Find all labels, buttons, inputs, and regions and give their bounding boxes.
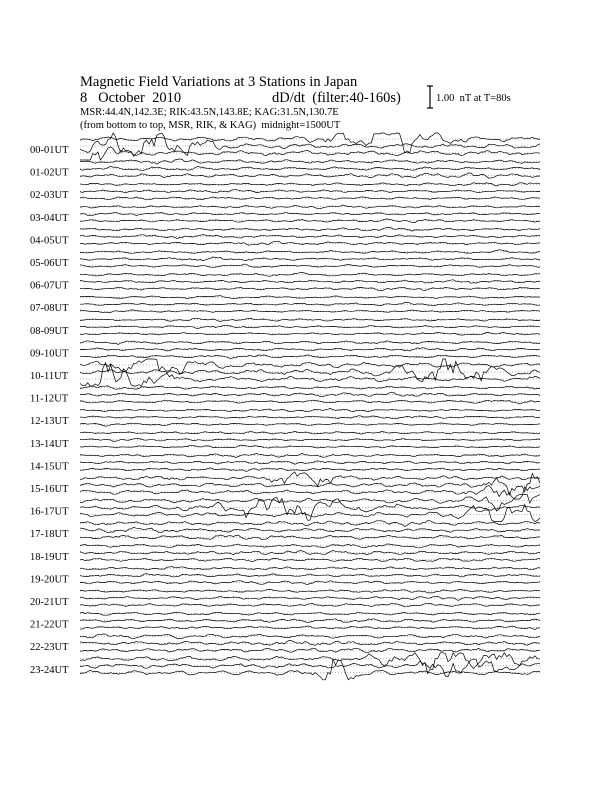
row-time-label: 18-19UT <box>30 551 69 563</box>
row-time-label: 07-08UT <box>30 303 69 315</box>
trace-rik <box>80 326 540 329</box>
trace-kag <box>80 133 540 153</box>
row-time-label: 06-07UT <box>30 280 69 292</box>
trace-row <box>30 183 540 202</box>
trace-msr <box>80 333 540 336</box>
trace-msr <box>80 581 540 585</box>
chart-title: Magnetic Field Variations at 3 Stations in Japan <box>80 74 358 90</box>
row-time-label: 20-21UT <box>30 597 69 608</box>
trace-rik <box>80 257 540 261</box>
trace-msr <box>80 558 540 561</box>
trace-kag <box>80 227 540 231</box>
trace-row <box>30 227 540 246</box>
trace-rik <box>80 348 540 351</box>
trace-row <box>30 273 540 292</box>
trace-row <box>30 133 540 160</box>
trace-rik <box>80 498 540 521</box>
row-time-label: 22-23UT <box>30 642 69 654</box>
trace-row <box>30 453 540 472</box>
row-time-label: 08-09UT <box>30 325 69 337</box>
trace-row <box>30 318 540 337</box>
trace-row <box>30 431 540 450</box>
chart-date: 8 October 2010 <box>80 90 182 106</box>
trace-row <box>30 250 540 269</box>
row-time-label: 10-11UT <box>30 371 69 382</box>
trace-msr <box>80 423 540 426</box>
row-time-label: 00-01UT <box>30 145 69 156</box>
trace-kag <box>80 544 540 548</box>
trace-row <box>30 341 540 360</box>
row-time-label: 21-22UT <box>30 619 69 631</box>
row-time-label: 09-10UT <box>30 348 69 360</box>
trace-row <box>30 386 540 405</box>
trace-row <box>30 296 540 315</box>
trace-rik <box>80 596 540 600</box>
trace-rik <box>80 438 540 441</box>
scale-bar <box>427 86 511 108</box>
trace-rik <box>80 659 540 677</box>
station-coordinates: MSR:44.4N,142.3E; RIK:43.5N,143.8E; KAG:31.5N,130.7E <box>80 107 339 118</box>
row-time-label: 04-05UT <box>30 235 69 247</box>
row-time-label: 17-18UT <box>30 529 69 541</box>
trace-kag <box>80 472 540 486</box>
trace-row <box>30 589 540 608</box>
row-time-label: 01-02UT <box>30 167 69 179</box>
scale-bar-label: 1.00 nT at T=80s <box>436 93 511 104</box>
trace-kag <box>80 250 540 254</box>
trace-msr <box>80 287 540 290</box>
trace-kag <box>80 653 540 674</box>
row-time-label: 13-14UT <box>30 438 69 450</box>
trace-row <box>30 634 540 653</box>
trace-row <box>30 544 540 563</box>
trace-row <box>30 359 540 386</box>
trace-kag <box>80 341 540 345</box>
row-time-label: 03-04UT <box>30 212 69 224</box>
trace-msr <box>80 468 540 472</box>
trace-row <box>30 653 540 680</box>
trace-msr <box>80 659 540 680</box>
trace-rik <box>80 619 540 623</box>
trace-msr <box>80 355 540 359</box>
row-time-label: 23-24UT <box>30 664 69 676</box>
trace-rik <box>80 416 540 419</box>
trace-row <box>30 612 540 631</box>
trace-rik <box>80 166 540 170</box>
trace-rik <box>80 640 540 645</box>
trace-msr <box>80 310 540 313</box>
trace-msr <box>80 363 540 386</box>
row-time-label: 19-20UT <box>30 574 69 586</box>
trace-row <box>30 159 540 179</box>
chart-quantity: dD/dt (filter:40-160s) <box>272 90 401 106</box>
trace-row <box>30 408 540 427</box>
row-time-label: 12-13UT <box>30 416 69 428</box>
row-time-label: 16-17UT <box>30 506 69 518</box>
trace-kag <box>80 567 540 570</box>
trace-msr <box>80 400 540 404</box>
trace-row <box>30 521 540 541</box>
row-time-label: 15-16UT <box>30 484 69 495</box>
trace-kag <box>80 386 540 389</box>
row-time-label: 05-06UT <box>30 258 69 269</box>
trace-msr <box>80 147 540 160</box>
station-order-note: (from bottom to top, MSR, RIK, & KAG) midnight=1500UT <box>80 120 341 131</box>
trace-msr <box>80 445 540 448</box>
row-time-label: 02-03UT <box>30 190 69 202</box>
trace-kag <box>80 495 540 512</box>
trace-row <box>30 495 540 522</box>
trace-kag <box>80 159 540 164</box>
trace-rows <box>30 133 540 680</box>
trace-row <box>30 567 540 586</box>
row-time-label: 11-12UT <box>30 393 69 405</box>
trace-row <box>30 205 540 224</box>
trace-row <box>30 472 540 499</box>
row-time-label: 14-15UT <box>30 461 69 473</box>
trace-rik <box>80 133 540 156</box>
